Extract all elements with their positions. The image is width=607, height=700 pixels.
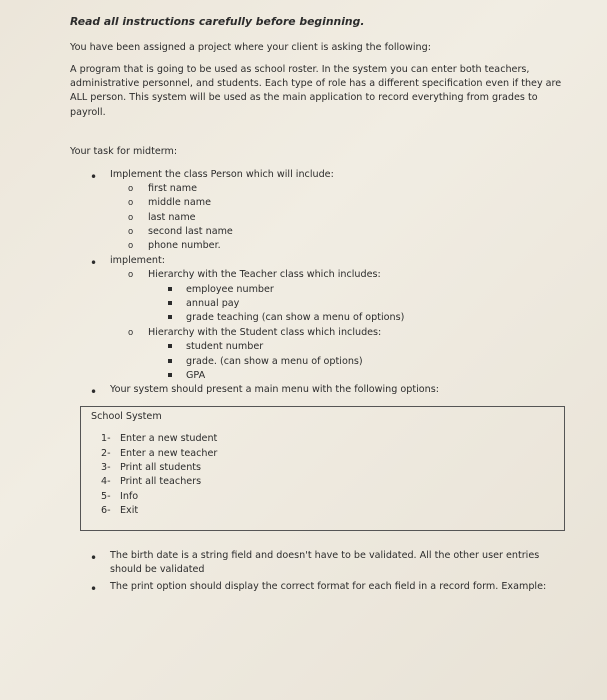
student-fields-list <box>148 340 567 383</box>
menu-intro: Your system should present a main menu with the following options: <box>110 384 439 396</box>
menu-option-number: 6- <box>101 505 111 517</box>
circle-bullet-icon: o <box>128 241 134 252</box>
teacher-field: employee number <box>186 283 274 295</box>
task-heading: Your task for midterm: <box>70 146 178 158</box>
person-field: last name <box>148 211 196 223</box>
bullet-icon: • <box>90 255 98 270</box>
circle-bullet-icon: o <box>128 270 134 281</box>
description-text: A program that is going to be used as school roster. In the system you can enter both teachers, administrative personnel, and students. Each type of role has a different specification even if they are ALL person. This system will be used as the main application to record everything from grades to payroll. <box>70 63 562 118</box>
list-item <box>128 268 567 326</box>
menu-option <box>101 475 556 489</box>
menu-option <box>101 461 556 475</box>
menu-option-label: Info <box>120 490 139 502</box>
menu-option <box>101 432 556 446</box>
list-item <box>128 182 567 196</box>
list-item <box>168 355 567 369</box>
person-field: middle name <box>148 197 212 209</box>
note-text: The print option should display the correct format for each field in a record form. Example: <box>110 580 547 592</box>
circle-bullet-icon: o <box>128 183 134 194</box>
list-item <box>128 196 567 210</box>
list-item <box>128 225 567 239</box>
teacher-fields-list <box>148 283 567 326</box>
square-bullet-icon <box>168 359 172 363</box>
menu-option-label: Enter a new student <box>120 433 218 445</box>
student-field: student number <box>186 341 264 353</box>
teacher-field: annual pay <box>186 298 240 310</box>
menu-option-number: 4- <box>101 476 111 488</box>
circle-bullet-icon: o <box>128 327 134 338</box>
menu-option <box>101 447 556 461</box>
person-field: phone number. <box>148 240 221 252</box>
spacer <box>70 127 567 145</box>
list-item <box>128 239 567 253</box>
list-item <box>128 211 567 225</box>
person-fields-list <box>110 182 567 254</box>
list-item <box>128 326 567 384</box>
circle-bullet-icon: o <box>128 227 134 238</box>
bullet-icon: • <box>90 385 98 400</box>
bullet-icon: • <box>90 581 98 596</box>
square-bullet-icon <box>168 373 172 377</box>
person-field: first name <box>148 182 198 194</box>
list-item <box>168 369 567 383</box>
note-text: The birth date is a string field and doesn't have to be validated. All the other user entries should be validated <box>110 549 540 576</box>
square-bullet-icon <box>168 344 172 348</box>
person-field: second last name <box>148 226 233 238</box>
menu-options-list <box>91 432 556 518</box>
teacher-field: grade teaching (can show a menu of options) <box>186 312 405 324</box>
menu-option <box>101 504 556 518</box>
menu-option-number: 3- <box>101 461 111 473</box>
task-list <box>70 168 567 398</box>
menu-option-label: Exit <box>120 505 139 517</box>
menu-option <box>101 490 556 504</box>
task-item-implement <box>90 254 567 384</box>
page-title: Read all instructions carefully before beginning. <box>70 15 365 28</box>
implement-label: implement: <box>110 254 165 266</box>
circle-bullet-icon: o <box>128 212 134 223</box>
menu-option-number: 5- <box>101 490 111 502</box>
teacher-label: Hierarchy with the Teacher class which includes: <box>148 269 381 281</box>
notes-list <box>70 549 567 594</box>
bullet-icon: • <box>90 550 98 565</box>
task-item-menu <box>90 383 567 400</box>
square-bullet-icon <box>168 287 172 291</box>
note-item <box>90 549 567 578</box>
student-field: grade. (can show a menu of options) <box>186 355 363 367</box>
intro-text: You have been assigned a project where your client is asking the following: <box>70 42 431 54</box>
menu-option-label: Print all teachers <box>120 476 202 488</box>
student-field: GPA <box>186 370 206 381</box>
menu-option-number: 2- <box>101 447 111 459</box>
hierarchy-list <box>110 268 567 383</box>
menu-title: School System <box>91 410 162 422</box>
bullet-icon: • <box>90 169 98 184</box>
menu-option-number: 1- <box>101 433 111 445</box>
task-item-person <box>90 168 567 254</box>
menu-option-label: Print all students <box>120 461 202 473</box>
list-item <box>168 311 567 325</box>
circle-bullet-icon: o <box>128 198 134 209</box>
menu-box <box>80 406 565 531</box>
note-item <box>90 580 567 594</box>
menu-option-label: Enter a new teacher <box>120 447 218 459</box>
student-label: Hierarchy with the Student class which includes: <box>148 326 382 338</box>
list-item <box>168 297 567 311</box>
list-item <box>168 340 567 354</box>
square-bullet-icon <box>168 315 172 319</box>
list-item <box>168 283 567 297</box>
square-bullet-icon <box>168 301 172 305</box>
person-label: Implement the class Person which will include: <box>110 168 334 180</box>
